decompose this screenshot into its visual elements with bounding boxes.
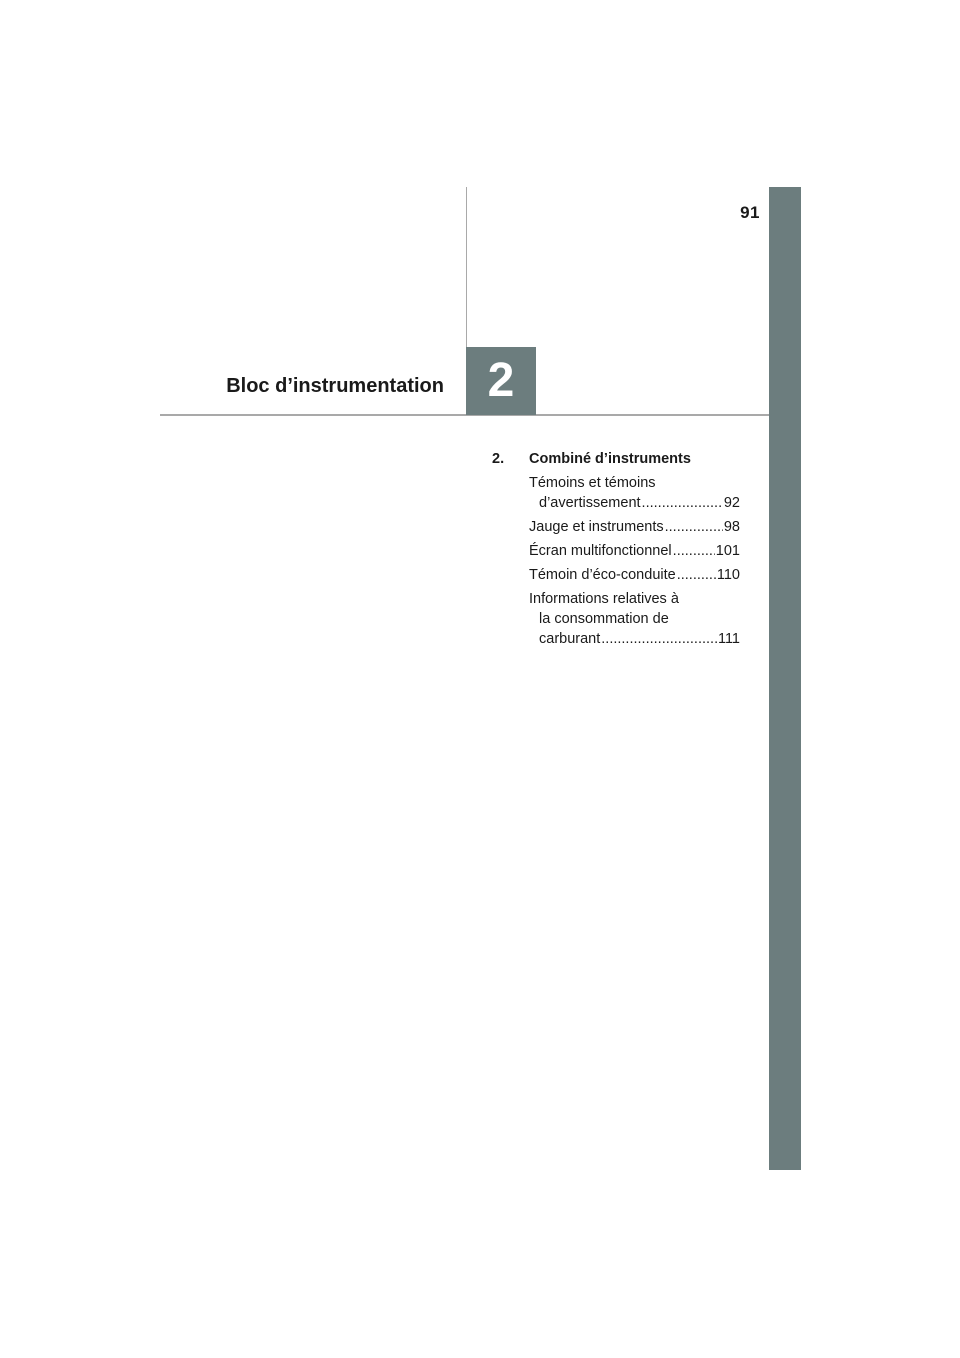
toc-section-heading[interactable] bbox=[492, 449, 742, 469]
dot-leader bbox=[601, 629, 717, 649]
toc-section-title: Combiné d’instruments bbox=[529, 451, 691, 467]
toc-entry-line: carburant bbox=[539, 631, 601, 647]
toc-entry-eco-conduite[interactable] bbox=[529, 565, 740, 585]
toc-entry-line: la consommation de bbox=[539, 611, 669, 627]
toc-entry-line: Jauge et instruments bbox=[529, 519, 664, 535]
toc-section-number: 2. bbox=[492, 451, 505, 467]
chapter-side-tab bbox=[769, 187, 801, 1170]
table-of-contents bbox=[492, 449, 742, 653]
toc-entry-page: 98 bbox=[723, 519, 740, 535]
toc-entry-jauge[interactable] bbox=[529, 517, 740, 537]
toc-entry-page: 101 bbox=[715, 543, 740, 559]
toc-entry-temoins[interactable] bbox=[529, 473, 740, 513]
page-number: 91 bbox=[740, 203, 760, 222]
toc-entry-line: Témoin d’éco-conduite bbox=[529, 567, 676, 583]
toc-entry-line: Écran multifonctionnel bbox=[529, 543, 672, 559]
toc-entry-line: Informations relatives à bbox=[529, 591, 679, 607]
horizontal-divider bbox=[160, 414, 769, 416]
dot-leader bbox=[677, 565, 716, 585]
dot-leader bbox=[642, 493, 723, 513]
dot-leader bbox=[673, 541, 715, 561]
dot-leader bbox=[665, 517, 723, 537]
toc-entry-page: 111 bbox=[717, 631, 740, 647]
chapter-title: Bloc d’instrumentation bbox=[226, 375, 444, 397]
toc-entry-page: 92 bbox=[723, 495, 740, 511]
toc-entry-consommation[interactable] bbox=[529, 589, 740, 649]
vertical-divider bbox=[466, 187, 467, 347]
toc-entry-line: d’avertissement bbox=[539, 495, 641, 511]
toc-entry-list bbox=[529, 473, 740, 649]
toc-entry-page: 110 bbox=[716, 567, 740, 583]
chapter-number-box: 2 bbox=[466, 347, 536, 415]
toc-entry-ecran[interactable] bbox=[529, 541, 740, 561]
toc-entry-line: Témoins et témoins bbox=[529, 475, 656, 491]
